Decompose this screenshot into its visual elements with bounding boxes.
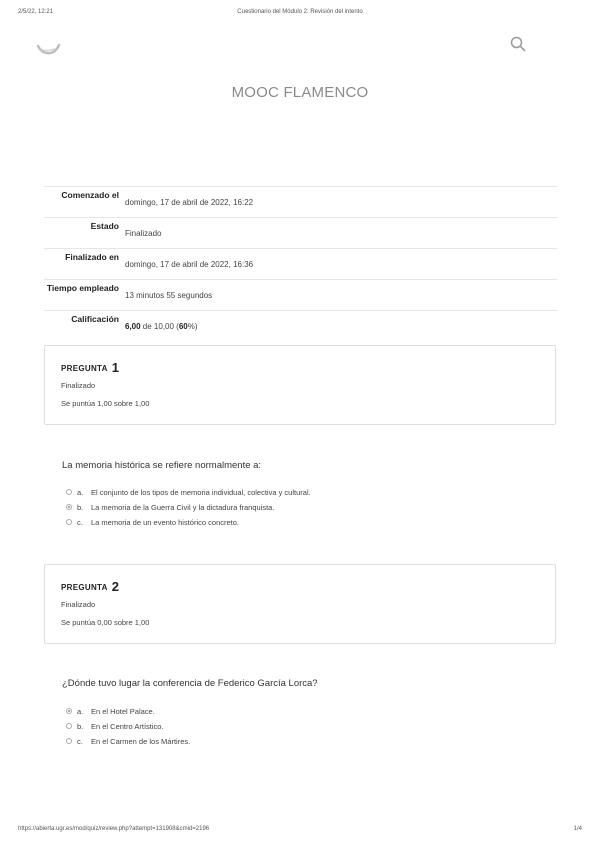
print-title: Cuestionario del Módulo 2: Revisión del intento [237, 9, 363, 15]
radio-button[interactable] [66, 738, 72, 744]
answer-letter: c. [77, 518, 83, 527]
grade-middle: de 10,00 ( [140, 322, 179, 331]
summary-value: Finalizado [125, 229, 162, 238]
attempt-summary-table [44, 186, 557, 341]
answer-letter: a. [77, 488, 84, 497]
summary-row-state [44, 217, 557, 248]
question-number: 2 [111, 579, 120, 594]
print-datetime: 2/5/22, 12:21 [18, 9, 54, 15]
summary-label: Estado [90, 221, 119, 231]
radio-button[interactable] [66, 519, 72, 525]
print-footer [18, 826, 582, 836]
answer-text: La memoria de un evento histórico concreto. [91, 518, 239, 527]
radio-button-selected[interactable] [66, 708, 72, 714]
summary-value: domingo, 17 de abril de 2022, 16:22 [125, 198, 254, 207]
print-header [18, 9, 582, 19]
grade-end: %) [187, 322, 198, 331]
question-info-box [44, 345, 556, 425]
summary-value: domingo, 17 de abril de 2022, 16:36 [125, 260, 254, 269]
question-heading [61, 360, 119, 375]
question-heading-label: PREGUNTA [61, 364, 108, 373]
summary-value: 13 minutos 55 segundos [125, 291, 213, 300]
answer-text: En el Centro Artístico. [91, 722, 164, 731]
answer-letter: a. [77, 707, 84, 716]
radio-button[interactable] [66, 489, 72, 495]
question-text: ¿Dónde tuvo lugar la conferencia de Federico García Lorca? [62, 678, 318, 689]
question-grade: Se puntúa 1,00 sobre 1,00 [61, 399, 150, 408]
question-state: Finalizado [61, 600, 96, 609]
answer-text: En el Carmen de los Mártires. [91, 737, 191, 746]
summary-row-started [44, 186, 557, 217]
search-icon[interactable] [510, 36, 526, 52]
summary-row-finished [44, 248, 557, 279]
radio-button[interactable] [66, 723, 72, 729]
radio-button-selected[interactable] [66, 504, 72, 510]
answer-letter: b. [77, 503, 84, 512]
summary-label: Tiempo empleado [46, 283, 119, 293]
answer-text: En el Hotel Palace. [91, 707, 155, 716]
answer-letter: c. [77, 737, 83, 746]
answer-text: El conjunto de los tipos de memoria individual, colectiva y cultural. [91, 488, 311, 497]
answer-text: La memoria de la Guerra Civil y la dictadura franquista. [91, 503, 275, 512]
answer-letter: b. [77, 722, 84, 731]
summary-label: Calificación [71, 314, 119, 324]
print-page-number: 1/4 [573, 826, 582, 832]
grade-value [125, 322, 198, 331]
print-url: https://abierta.ugr.es/mod/quiz/review.php?attempt=131908&cmid=2196 [18, 826, 210, 832]
grade-percent: 60 [178, 322, 188, 331]
question-info-box [44, 564, 556, 644]
question-number: 1 [111, 360, 120, 375]
summary-label: Finalizado en [65, 252, 119, 262]
summary-label: Comenzado el [61, 190, 119, 200]
question-state: Finalizado [61, 381, 96, 390]
question-grade: Se puntúa 0,00 sobre 1,00 [61, 618, 150, 627]
logo-icon[interactable] [36, 36, 62, 58]
question-heading-label: PREGUNTA [61, 583, 108, 592]
question-text: La memoria histórica se refiere normalmente a: [62, 460, 262, 471]
question-heading [61, 579, 119, 594]
summary-row-time-taken [44, 279, 557, 310]
summary-row-grade [44, 310, 557, 341]
site-title[interactable]: MOOC FLAMENCO [231, 84, 369, 101]
grade-score: 6,00 [125, 322, 141, 331]
